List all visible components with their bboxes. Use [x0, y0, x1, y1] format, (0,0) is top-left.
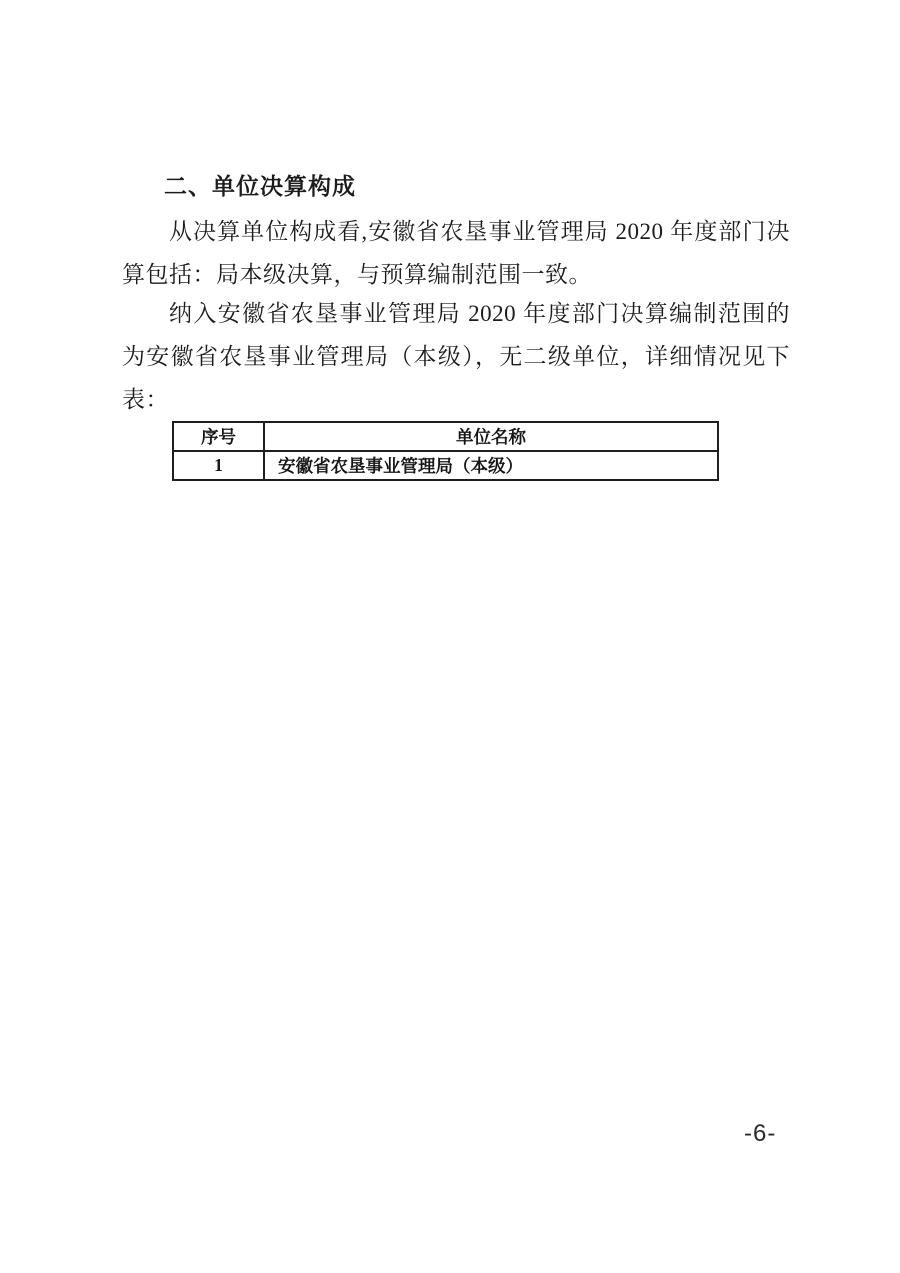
- section-heading: 二、单位决算构成: [164, 173, 356, 199]
- table-header-unit-name: 单位名称: [264, 422, 718, 451]
- table-cell-unit-name: 安徽省农垦事业管理局（本级）: [264, 451, 718, 480]
- table-header-serial: 序号: [173, 422, 264, 451]
- table-cell-serial: 1: [173, 451, 264, 480]
- paragraph-1: [122, 210, 790, 296]
- paragraph-line: 从决算单位构成看,安徽省农垦事业管理局 2020 年度部门决: [169, 219, 790, 244]
- page-number: -6-: [744, 1120, 777, 1147]
- paragraph-2: [122, 292, 790, 421]
- paragraph-line: 表：: [122, 387, 169, 412]
- table-header-row: [173, 422, 718, 451]
- table-row: [173, 451, 718, 480]
- paragraph-line: 算包括：局本级决算，与预算编制范围一致。: [122, 262, 592, 287]
- unit-list-table: [172, 421, 719, 481]
- paragraph-line: 纳入安徽省农垦事业管理局 2020 年度部门决算编制范围的: [169, 301, 790, 326]
- paragraph-line: 为安徽省农垦事业管理局（本级），无二级单位，详细情况见下: [122, 344, 790, 369]
